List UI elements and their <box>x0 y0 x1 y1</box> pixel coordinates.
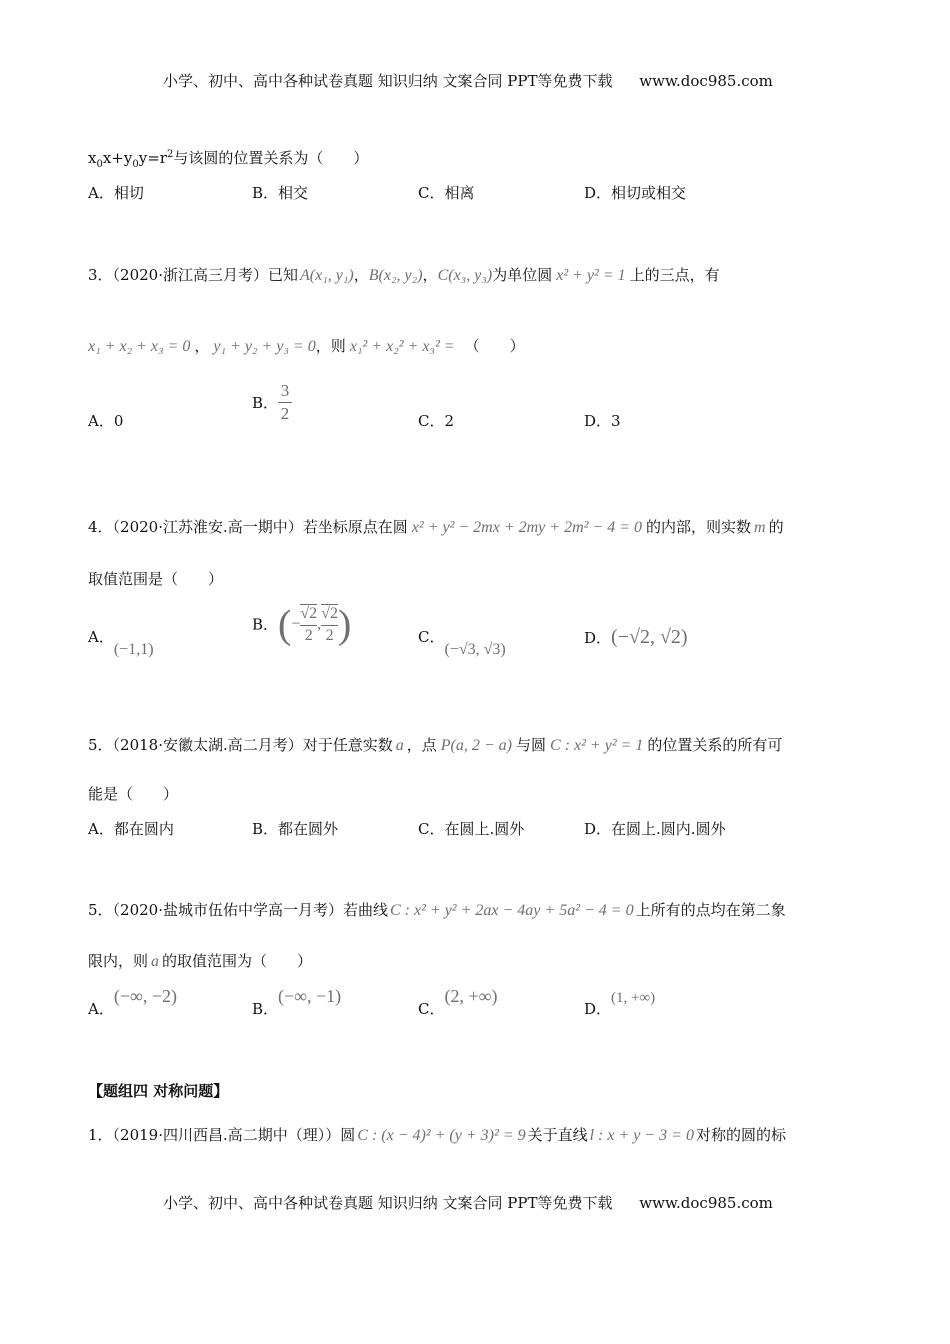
q5a-circle: C : x² + y² = 1 <box>550 737 644 754</box>
q3-option-b: B． $\frac{3}{2}$ <box>252 382 292 423</box>
q4-circle-eq: x² + y² − 2mx + 2my + 2m² − 4 = 0 <box>411 519 643 536</box>
page-header <box>163 70 773 91</box>
q4-option-b-interval: (− $\frac{√2}{2}$ , $\frac{√2}{2}$ ) <box>278 601 352 647</box>
header-text: 小学、初中、高中各种试卷真题 知识归纳 文案合同 PPT等免费下载 <box>163 72 613 90</box>
prev-option-d: D．相切或相交 <box>584 184 687 202</box>
q4-stem-line1: 4．（2020·江苏淮安.高一期中）若坐标原点在圆 x² + y² − 2mx + 2my + 2m² − 4 = 0 的内部，则实数 m 的 <box>88 518 784 536</box>
q5b-stem-line1: 5．（2020·盐城市伍佑中学高一月考）若曲线 C : x² + y² + 2ax − 4ay + 5a² − 4 = 0 上所有的点均在第二象 <box>88 901 786 919</box>
q4-option-b: B．(− $\frac{√2}{2}$ , $\frac{√2}{2}$ ) <box>252 601 352 647</box>
q5b-stem-line2: 限内，则 a 的取值范围为（ ） <box>88 952 313 970</box>
prev-option-a: A．相切 <box>88 184 144 202</box>
header-url: www.doc985.com <box>639 72 773 90</box>
q5a-stem-line2: 能是（ ） <box>88 785 179 803</box>
q5b-option-c: C．(2, +∞) <box>418 986 498 1018</box>
q3-option-a: A．0 <box>88 412 124 430</box>
footer-text: 小学、初中、高中各种试卷真题 知识归纳 文案合同 PPT等免费下载 <box>163 1194 613 1212</box>
q3-stem-line2: x₁ + x₂ + x₃ = 0 ， y₁ + y₂ + y₃ = 0，则 x₁² + x₂² + x₃² = （ ） <box>88 337 525 355</box>
q5b-option-a: A．(−∞, −2) <box>88 986 177 1018</box>
q5a-option-c: C．在圆上.圆外 <box>418 820 525 838</box>
q3-cond-y: y₁ + y₂ + y₃ = 0 <box>213 338 316 355</box>
q3-unit-circle: x² + y² = 1 <box>556 267 626 284</box>
q4-stem-line2: 取值范围是（ ） <box>88 570 224 588</box>
q3-stem-line1: 3．（2020·浙江高三月考）已知 A(x₁, y₁)，B(x₂, y₂)，C(x₃, y₃)为单位圆 x² + y² = 1 上的三点，有 <box>88 266 720 284</box>
q3-point-c: C(x₃, y₃) <box>437 267 493 284</box>
q4-1-line: l : x + y − 3 = 0 <box>589 1127 694 1144</box>
q4-1-stem-line1: 1．（2019·四川西昌.高二期中（理））圆 C : (x − 4)² + (y + 3)² = 9 关于直线 l : x + y − 3 = 0 对称的圆的标 <box>88 1126 786 1144</box>
q5b-option-b: B．(−∞, −1) <box>252 986 342 1018</box>
section-title: 【题组四 对称问题】 <box>88 1082 229 1100</box>
prev-option-b: B．相交 <box>252 184 309 202</box>
footer-url: www.doc985.com <box>639 1194 773 1212</box>
q5b-curve: C : x² + y² + 2ax − 4ay + 5a² − 4 = 0 <box>390 902 634 919</box>
q4-option-a: A．(−1,1) <box>88 628 154 658</box>
q3-point-a: A(x₁, y₁) <box>300 267 354 284</box>
q5a-option-d: D．在圆上.圆内.圆外 <box>584 820 726 838</box>
q3-cond-x: x₁ + x₂ + x₃ = 0 <box>88 338 191 355</box>
prev-option-c: C．相离 <box>418 184 475 202</box>
q5b-option-d: D．(1, +∞) <box>584 990 656 1018</box>
q3-option-d: D．3 <box>584 412 621 430</box>
q4-option-c: C．(−√3, √3) <box>418 628 506 658</box>
q5a-option-a: A．都在圆内 <box>88 820 174 838</box>
q5a-option-b: B．都在圆外 <box>252 820 339 838</box>
q3-point-b: B(x₂, y₂) <box>368 267 423 284</box>
page-footer <box>163 1192 773 1213</box>
prev-question-stem: $x_0x+y_0y=r^2$与该圆的位置关系为（ ） <box>88 149 369 170</box>
q4-option-d: D．(−√2, √2) <box>584 626 688 648</box>
q5a-stem-line1: 5．（2018·安徽太湖.高二月考）对于任意实数 a ，点 P(a, 2 − a) 与圆 C : x² + y² = 1 的位置关系的所有可 <box>88 736 783 754</box>
q3-expr: x₁² + x₂² + x₃² = <box>349 338 455 355</box>
q5a-point: P(a, 2 − a) <box>440 737 513 754</box>
q3-option-c: C．2 <box>418 412 455 430</box>
q3-option-b-fraction: $\frac{3}{2}$ <box>278 382 292 423</box>
q4-1-circle: C : (x − 4)² + (y + 3)² = 9 <box>357 1127 526 1144</box>
